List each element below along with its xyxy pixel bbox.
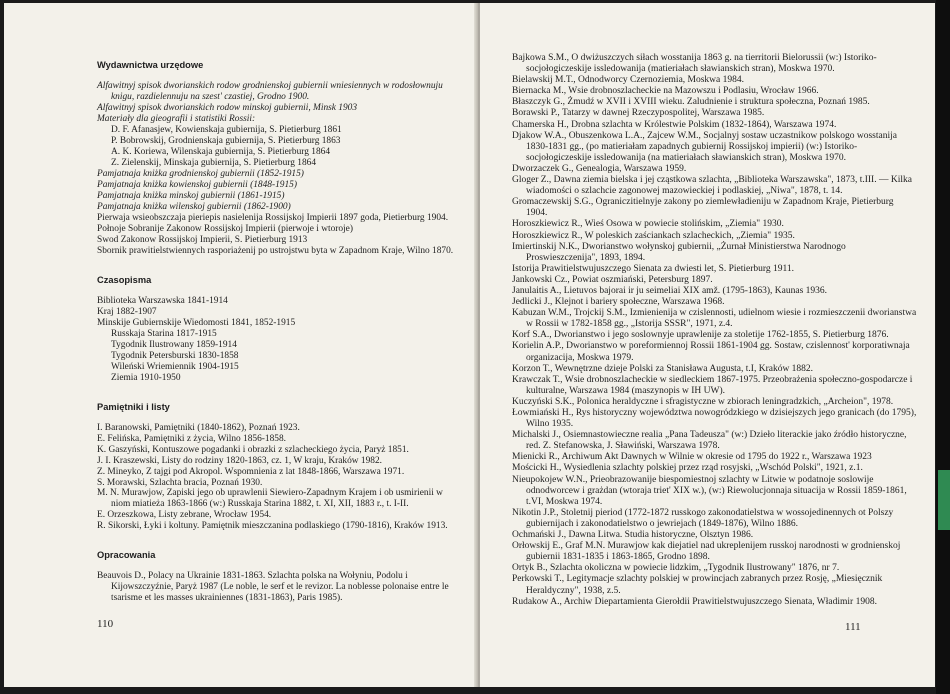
bibliography-entry: P. Bobrowskij, Grodnienskaja gubiernija, S. Pietierburg 1863 [111, 135, 341, 146]
bibliography-entry: Sbornik prawitielstwiennych rasporiażenij po ustrojstwu byta w Zapadnom Kraje, Wilno 1870. [97, 245, 454, 256]
section-heading: Opracowania [97, 550, 156, 561]
bibliography-entry: Russkaja Starina 1817-1915 [111, 328, 217, 339]
bibliography-entry: Minskije Gubiernskije Wiedomosti 1841, 1852-1915 [97, 317, 296, 328]
bibliography-entry: Korielin A.P., Dworianstwo w poreformiennoj Rossii 1861-1904 gg. Sostaw, czislennost' korporatiwnaja organizacija, Moskwa 1979. [512, 341, 910, 363]
bibliography-entry: Kraj 1882-1907 [97, 306, 157, 317]
bibliography-entry: Dworzaczek G., Genealogia, Warszawa 1959. [512, 163, 687, 174]
section-heading: Wydawnictwa urzędowe [97, 60, 204, 70]
bibliography-entry: Ochmański J., Dawna Litwa. Studia historyczne, Olsztyn 1986. [512, 530, 754, 541]
bibliography-entry: Ortyk B., Szlachta okoliczna w powiecie lidzkim, „Tygodnik Ilustrowany" 1876, nr 7. [512, 563, 840, 574]
bibliography-entry: Pamjatnaja kniżka grodnienskoj gubiernii (1852-1915) [97, 168, 304, 179]
bibliography-entry: K. Gaszyński, Kontuszowe pogadanki i obrazki z szlacheckiego życia, Paryż 1851. [97, 444, 409, 455]
left-page-content [97, 60, 459, 604]
bibliography-entry: Mienicki R., Archiwum Akt Dawnych w Wilnie w okresie od 1795 do 1922 r., Warszawa 1923 [512, 452, 872, 463]
bibliography-entry: Wileński Wriemiennik 1904-1915 [111, 361, 239, 372]
bibliography-entry: Kabuzan W.M., Trojckij S.M., Izmienienija w czislennosti, udielnom wiesie i rozmieszczenii dworianstwa w Rossii w 1782-1858 gg., „Istorija SSSR", 1971, z.4. [512, 308, 917, 330]
scan-edge [936, 0, 950, 694]
bibliography-entry: Orłowskij E., Graf M.N. Murawjow kak diejatiel nad ukreplenijem russkoj narodnosti w grodnienskoj gubiernii 1831-1835 i 1863-1865, Grodno 1898. [512, 541, 901, 563]
bibliography-entry: A. K. Koriewa, Wilenskaja gubiernija, S. Pietierburg 1864 [111, 146, 331, 157]
bibliography-entry: Alfawitnyj spisok dworianskich rodow minskoj gubiernii, Minsk 1903 [97, 102, 358, 113]
bibliography-entry: Beauvois D., Polacy na Ukrainie 1831-1863. Szlachta polska na Wołyniu, Podolu i Kijowszczyźnie, Paryż 1987 (Le noble, le serf et le revizor. La noblesse polonaise entre le tsarisme et les masses ukrainiennes (1831-1863), Paris 1985). [97, 571, 449, 604]
bibliography-entry: E. Orzeszkowa, Listy zebrane, Wrocław 1954. [97, 510, 272, 521]
bibliography-entry: Gloger Z., Dawna ziemia bielska i jej cząstkowa szlachta, „Biblioteka Warszawska", 1873, t.III. — Kilka wiadomości o szlachcie zagonowej mazowieckiej i podlaskiej, „Niwa", 1878, t. 14. [512, 175, 912, 197]
bibliography-entry: Janulaitis A., Lietuvos bajorai ir ju seimeliai XIX amž. (1795-1863), Kaunas 1936. [512, 285, 828, 296]
bibliography-entry: Gromaczewskij S.G., Ograniczitielnyje zakony po ziemlewładieniju w Zapadnom Kraje, Pietierburg 1904. [512, 197, 894, 219]
bibliography-entry: Łowmiański H., Rys historyczny województwa nowogródzkiego w dzisiejszych jego granicach (do 1795), Wilno 1935. [512, 408, 917, 430]
bibliography-entry: R. Sikorski, Łyki i koltuny. Pamiętnik mieszczanina podlaskiego (1790-1816), Kraków 1913. [97, 521, 448, 532]
bibliography-entry: Mościcki H., Wysiedlenia szlachty polskiej przez rząd rosyjski, „Wschód Polski", 1921, z.1. [512, 463, 863, 474]
bibliography-entry: Michalski J., Osiemnastowieczne realia „Pana Tadeusza" (w:) Dzieło literackie jako źródło historyczne, red. Z. Stefanowska, J. Sławiński, Warszawa 1978. [512, 430, 907, 452]
right-page-content [512, 53, 917, 608]
bibliography-entry: Imiertinskij N.K., Dworianstwo wołynskoj gubiernii, „Żurnał Ministierstwa Narodnogo Proswieszczenija", 1893, 1894. [512, 241, 846, 263]
bibliography-entry: Pamjatnaja kniżka kowienskoj gubiernii (1848-1915) [97, 179, 297, 190]
bibliography-entry: Bajkowa S.M., O dwiżuszczych siłach wosstanija 1863 g. na tierritorii Bielorussii (w:) Istoriko-socjołogiczeskije issledowanija (matieriałach sławianskich stran), Moskwa 1970. [512, 53, 877, 75]
bibliography-entry: Pamjatnaja kniżka minskoj gubiernii (1861-1915) [97, 190, 285, 201]
bibliography-entry: Biblioteka Warszawska 1841-1914 [97, 295, 228, 306]
bibliography-entry: Kuczyński S.K., Polonica heraldyczne i sfragistyczne w zbiorach leningradzkich, „Archeion", 1978. [512, 396, 894, 407]
bibliography-entry: E. Felińska, Pamiętniki z życia, Wilno 1856-1858. [97, 433, 287, 444]
bibliography-entry: Chamerska H., Drobna szlachta w Królestwie Polskim (1832-1864), Warszawa 1974. [512, 119, 837, 130]
bibliography-entry: Jedlicki J., Klejnot i bariery społeczne, Warszawa 1968. [512, 297, 725, 308]
bibliography-entry: Z. Zielenskij, Minskaja gubiernija, S. Pietierburg 1864 [111, 157, 317, 168]
bibliography-entry: Połnoje Sobranije Zakonow Rossijskoj Impierii (pierwoje i wtoroje) [97, 223, 353, 234]
section-heading: Pamiętniki i listy [97, 401, 170, 412]
bibliography-entry: Biernacka M., Wsie drobnoszlacheckie na Mazowszu i Podlasiu, Wrocław 1966. [512, 86, 819, 97]
bibliography-entry: Korzon T., Wewnętrzne dzieje Polski za Stanisława Augusta, t.I, Kraków 1882. [512, 363, 814, 374]
left-page [4, 3, 478, 687]
bibliography-entry: Krawczak T., Wsie drobnoszlacheckie w siedleckiem 1867-1975. Przeobrażenia społeczno-gospodarcze i kulturalne, Warszawa 1984 (maszynopis w IH UW). [512, 374, 913, 396]
bibliography-entry: Pierwaja wsieobszczaja pieriepis nasielenija Rossijskoj Impierii 1897 goda, Pietierburg 1904. [97, 212, 449, 223]
bibliography-entry: Djakow W.A., Obuszenkowa L.A., Zajcew W.M., Socjalnyj sostaw uczastnikow polskogo wosstanija 1830-1831 gg., (po matieriałam zapadnych gubiernij Rossijskoj impierii) (w:) Istoriko-socjołogiczeskije issledowanija (na matieriałach sławianskich stran), Moskwa 1970. [512, 130, 897, 163]
bibliography-entry: Materiały dla gieografii i statistiki Rossii: [97, 113, 256, 124]
bibliography-entry: Swod Zakonow Rossijskoj Impierii, S. Pietierburg 1913 [97, 234, 308, 245]
right-page [480, 3, 935, 687]
bibliography-entry: Horoszkiewicz R., W poleskich zaściankach szlacheckich, „Ziemia" 1935. [512, 230, 795, 241]
bibliography-entry: Z. Mineyko, Z tajgi pod Akropol. Wspomnienia z lat 1848-1866, Warszawa 1971. [97, 466, 405, 477]
section-heading: Czasopisma [97, 274, 152, 285]
bookmark-tab [938, 470, 950, 530]
bibliography-entry: Błaszczyk G., Żmudź w XVII i XVIII wieku. Zaludnienie i struktura społeczna, Poznań 1985. [512, 97, 870, 108]
page-number-left: 110 [97, 618, 114, 630]
bibliography-entry: Tygodnik Ilustrowany 1859-1914 [111, 339, 237, 350]
bibliography-entry: J. I. Kraszewski, Listy do rodziny 1820-1863, cz. 1, W kraju, Kraków 1982. [97, 455, 383, 466]
bibliography-entry: Bielawskij M.T., Odnodworcy Czernoziemia, Moskwa 1984. [512, 75, 745, 86]
bibliography-entry: D. F. Afanasjew, Kowienskaja gubiernija, S. Pietierburg 1861 [111, 124, 342, 135]
bibliography-entry: Pamjatnaja kniżka wilenskoj gubiernii (1862-1900) [97, 201, 291, 212]
bibliography-entry: Borawski P., Tatarzy w dawnej Rzeczypospolitej, Warszawa 1985. [512, 108, 765, 119]
bibliography-entry: M. N. Murawjow, Zapiski jego ob uprawlenii Siewiero-Zapadnym Krajem i ob usmirienii w niom miatieża 1863-1866 (w:) Russkaja Starina 1882, t. XI, XII, 1883 r., t. I-II. [97, 488, 443, 510]
bibliography-entry: Alfawitnyj spisok dworianskich rodow grodnienskoj gubiernii wniesiennych w rodosłownuju knigu, razdielennuju na szest' czastiej, Grodno 1900. [97, 80, 443, 102]
bibliography-entry: Jankowski Cz., Powiat oszmiański, Petersburg 1897. [512, 274, 713, 285]
bibliography-entry: Rudakow A., Archiw Diepartamienta Gierołdii Prawitielstwujuszczego Sienata, Władimir 1908. [512, 596, 877, 607]
bibliography-entry: Horoszkiewicz R., Wieś Osowa w powiecie stolińskim, „Ziemia" 1930. [512, 219, 784, 230]
bibliography-entry: Tygodnik Petersburski 1830-1858 [111, 350, 239, 361]
bibliography-entry: Perkowski T., Legitymacje szlachty polskiej w prowincjach zabranych przez Rosję, „Miesięcznik Heraldyczny", 1938, z.5. [512, 574, 883, 596]
bibliography-entry: Nieupokojew W.N., Prieobrazowanije biespomiestnoj szlachty w Litwie w podatnoje soslowije odnodworcew i grażdan (wtoraja triet' XIX w.), (w:) Riewolucjonnaja situacija w Rossii 1859-1861, t.VI, Moskwa 1974. [512, 474, 907, 507]
bibliography-entry: Nikotin J.P., Stoletnij pieriod (1772-1872 russkogo zakonodatielstwa w wossojedinennych ot Polszy gubiernijach i zakonodatielstwo o jewriejach (1849-1876), Wilno 1886. [512, 507, 894, 529]
bibliography-entry: S. Morawski, Szlachta bracia, Poznań 1930. [97, 477, 263, 488]
page-number-right: 111 [845, 621, 861, 633]
bibliography-entry: Ziemia 1910-1950 [111, 372, 181, 383]
bibliography-entry: Korf S.A., Dworianstwo i jego soslownyje uprawlenije za stoletije 1762-1855, S. Pietierburg 1876. [512, 330, 889, 341]
bibliography-entry: I. Baranowski, Pamiętniki (1840-1862), Poznań 1923. [97, 422, 300, 433]
bibliography-entry: Istorija Prawitielstwujuszczego Sienata za dwiesti let, S. Pietierburg 1911. [512, 263, 795, 274]
